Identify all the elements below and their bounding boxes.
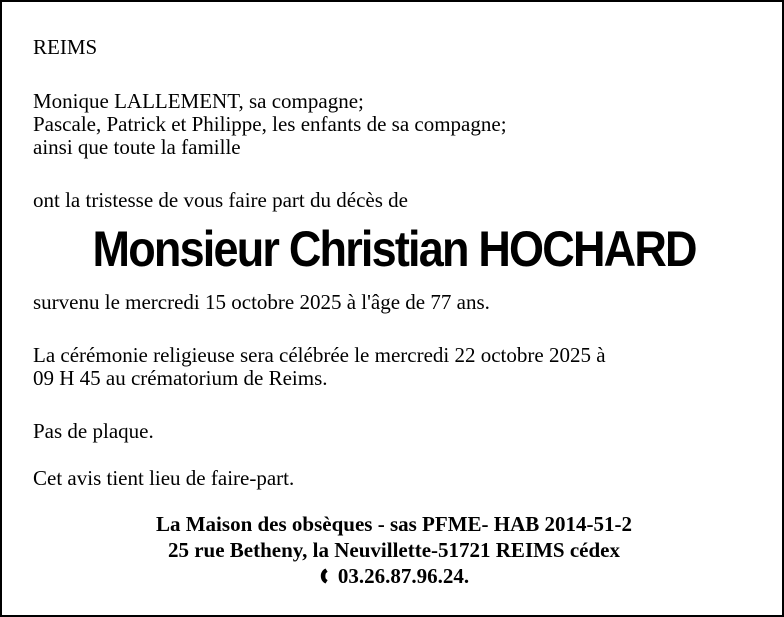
family-line-children: Pascale, Patrick et Philippe, les enfants de sa compagne; <box>33 112 507 136</box>
telephone-icon <box>319 567 337 585</box>
faire-part-text: Cet avis tient lieu de faire-part. <box>33 466 295 490</box>
announcement-text: ont la tristesse de vous faire part du décès de <box>33 188 408 212</box>
city-heading: REIMS <box>33 35 98 59</box>
family-line-relatives: ainsi que toute la famille <box>33 135 241 159</box>
deceased-name <box>2 220 784 278</box>
funeral-home-phone: 03.26.87.96.24. <box>337 564 470 588</box>
family-line-partner: Monique LALLEMENT, sa compagne; <box>33 89 364 113</box>
death-info: survenu le mercredi 15 octobre 2025 à l'âge de 77 ans. <box>33 290 490 314</box>
funeral-home-phone-line <box>2 565 784 588</box>
ceremony-line-1: La cérémonie religieuse sera célébrée le mercredi 22 octobre 2025 à <box>33 343 606 367</box>
funeral-home-name: La Maison des obsèques - sas PFME- HAB 2014-51-2 <box>155 512 633 536</box>
funeral-home-address: 25 rue Betheny, la Neuvillette-51721 REIMS cédex <box>167 538 621 562</box>
no-plaque-text: Pas de plaque. <box>33 419 154 443</box>
ceremony-line-2: 09 H 45 au crématorium de Reims. <box>33 366 328 390</box>
deceased-name-text: Monsieur Christian HOCHARD <box>92 221 696 277</box>
